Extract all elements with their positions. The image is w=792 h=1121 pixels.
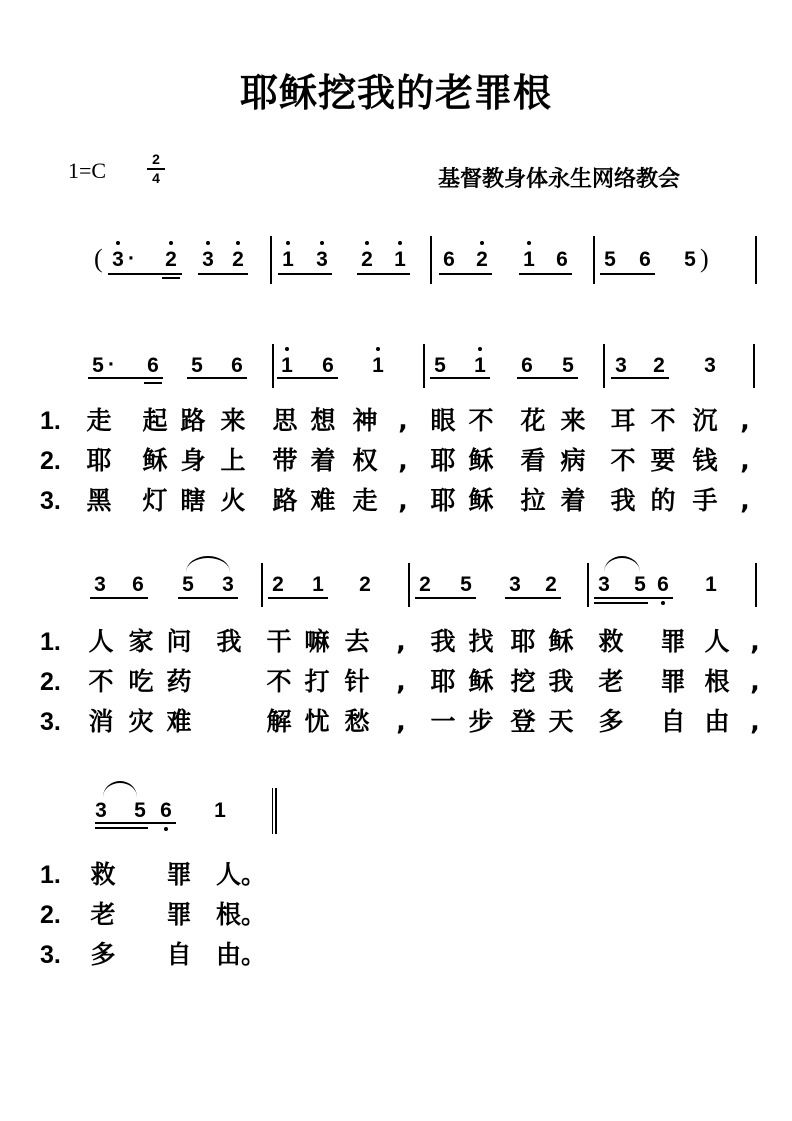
song-title: 耶稣挖我的老罪根 (239, 71, 552, 115)
lyric-syllable: 我 (216, 627, 242, 656)
augmentation-dot: · (128, 247, 135, 270)
lyric-syllable: , (740, 446, 750, 475)
lyric-syllable: 思 (272, 406, 298, 435)
beam-underline (594, 602, 648, 604)
lyric-syllable: 救 (598, 627, 624, 656)
lyric-syllable: 走 (86, 406, 112, 435)
lyric-syllable: , (398, 406, 408, 435)
lyric-line-verse-2 (40, 898, 780, 932)
lyric-syllable: 稣 (468, 667, 494, 696)
barline (753, 344, 755, 388)
lyric-syllable: , (396, 667, 406, 696)
lyric-syllable: 耶 (86, 446, 112, 475)
lyric-syllable: , (750, 707, 760, 736)
note: 1 (368, 355, 388, 377)
lyric-syllable: 罪 (166, 860, 192, 889)
beam-underline (611, 377, 669, 379)
lyric-syllable: 根。 (216, 900, 267, 929)
lyric-syllable: 神 (352, 406, 378, 435)
octave-up-dot (527, 241, 531, 245)
note: 6 (132, 573, 144, 596)
lyric-syllable: 罪 (166, 900, 192, 929)
beam-underline (108, 273, 182, 275)
lyric-line-verse-3 (40, 484, 780, 518)
lyric-syllable: 不 (610, 446, 636, 475)
octave-down-dot (661, 601, 665, 605)
lyric-syllable: , (740, 406, 750, 435)
lyric-syllable: 我 (430, 627, 456, 656)
lyric-syllable: 路 (272, 486, 298, 515)
note: 1 (705, 573, 717, 596)
lyric-syllable: 瞎 (180, 486, 206, 515)
note: 5 (604, 248, 616, 271)
lyric-syllable: 老 (598, 667, 624, 696)
lyric-syllable: 不 (650, 406, 676, 435)
lyric-syllable: 问 (166, 627, 192, 656)
barline (261, 563, 263, 607)
note: 5 (134, 799, 146, 822)
lyric-syllable: 着 (560, 486, 586, 515)
octave-up-dot (286, 241, 290, 245)
lyric-syllable: 火 (220, 486, 246, 515)
note: 3 (95, 799, 107, 822)
note: 3 (704, 354, 716, 377)
lyric-syllable: 病 (560, 446, 586, 475)
lyric-syllable: 由。 (216, 940, 267, 969)
note: 3 (222, 573, 234, 596)
lyric-syllable: , (398, 486, 408, 515)
lyric-syllable: 黑 (86, 486, 112, 515)
verse-number: 2. (40, 668, 61, 696)
beam-underline (600, 273, 655, 275)
lyric-syllable: 眼 (430, 406, 456, 435)
verse-number: 1. (40, 628, 61, 656)
note: 5 (684, 248, 696, 271)
note: 6 (231, 354, 243, 377)
lyric-syllable: 着 (310, 446, 336, 475)
lyric-syllable: 耶 (430, 446, 456, 475)
note: 2 (357, 249, 377, 271)
slur (103, 781, 137, 797)
beam-underline (430, 377, 490, 379)
note: 3 (312, 249, 332, 271)
note: 6 (521, 354, 533, 377)
lyric-line-verse-2 (40, 665, 780, 699)
source-credit: 基督教身体永生网络教会 (438, 167, 681, 192)
lyric-syllable: , (750, 667, 760, 696)
lyric-syllable: 老 (90, 900, 116, 929)
barline (423, 344, 425, 388)
lyric-syllable: 找 (468, 627, 494, 656)
slur (186, 556, 230, 572)
lyric-syllable: 耶 (430, 667, 456, 696)
lyric-syllable: , (398, 446, 408, 475)
beam-underline (278, 273, 332, 275)
beam-underline (95, 822, 176, 824)
lyric-syllable: 人 (704, 627, 730, 656)
verse-number: 2. (40, 901, 61, 929)
lyric-syllable: 由 (704, 707, 730, 736)
note: 1 (278, 249, 298, 271)
lyric-syllable: 登 (510, 707, 536, 736)
time-signature-bottom: 4 (152, 170, 160, 186)
note: 1 (470, 355, 490, 377)
lyric-syllable: 多 (90, 940, 116, 969)
lyric-syllable: 走 (352, 486, 378, 515)
note: 2 (228, 249, 248, 271)
octave-up-dot (285, 347, 289, 351)
beam-underline (277, 377, 338, 379)
barline (755, 563, 757, 607)
lyric-syllable: 挖 (510, 667, 536, 696)
note: 5 (434, 354, 446, 377)
lyric-syllable: 根 (704, 667, 730, 696)
lyric-syllable: 稣 (468, 446, 494, 475)
lyric-syllable: 看 (520, 446, 546, 475)
lyric-syllable: 灾 (128, 707, 154, 736)
beam-underline (198, 273, 248, 275)
note: 2 (161, 249, 181, 271)
lyric-syllable: 花 (520, 406, 546, 435)
octave-up-dot (365, 241, 369, 245)
note: 6 (322, 354, 334, 377)
note: 6 (443, 248, 455, 271)
note: 1 (519, 249, 539, 271)
beam-underline (357, 273, 410, 275)
barline (408, 563, 410, 607)
beam-underline (88, 377, 163, 379)
lyric-syllable: 不 (266, 667, 292, 696)
lyric-syllable: 去 (344, 627, 370, 656)
lyric-syllable: 不 (468, 406, 494, 435)
barline (270, 236, 272, 284)
note: 5 (191, 354, 203, 377)
lyric-syllable: 上 (220, 446, 246, 475)
lyric-line-verse-1 (40, 404, 780, 438)
lyric-syllable: 忧 (304, 707, 330, 736)
verse-number: 3. (40, 708, 61, 736)
verse-number: 2. (40, 447, 61, 475)
lyric-syllable: 灯 (142, 486, 168, 515)
final-barline-thick (275, 788, 277, 834)
note: 2 (272, 573, 284, 596)
octave-up-dot (478, 347, 482, 351)
beam-underline (415, 597, 476, 599)
note: 2 (653, 354, 665, 377)
lyric-syllable: 我 (610, 486, 636, 515)
lyric-line-verse-3 (40, 938, 780, 972)
lyric-syllable: 难 (310, 486, 336, 515)
note: 6 (653, 574, 673, 596)
lyric-syllable: 多 (598, 707, 624, 736)
beam-underline (144, 382, 162, 384)
barline (755, 236, 757, 284)
verse-number: 3. (40, 941, 61, 969)
octave-up-dot (376, 347, 380, 351)
lyric-syllable: 药 (166, 667, 192, 696)
beam-underline (505, 597, 561, 599)
beam-underline (90, 597, 148, 599)
lyric-syllable: 消 (88, 707, 114, 736)
lyric-syllable: , (750, 627, 760, 656)
verse-number: 3. (40, 487, 61, 515)
open-paren: ( (94, 244, 103, 273)
octave-up-dot (206, 241, 210, 245)
verse-number: 1. (40, 861, 61, 889)
note: 5 (182, 573, 194, 596)
key-signature: 1=C (68, 158, 107, 183)
lyric-syllable: 吃 (128, 667, 154, 696)
lyric-syllable: 救 (90, 860, 116, 889)
lyric-syllable: 针 (344, 667, 370, 696)
lyric-syllable: 手 (692, 486, 718, 515)
lyric-line-verse-1 (40, 858, 780, 892)
lyric-syllable: 耶 (510, 627, 536, 656)
time-signature-top: 2 (152, 151, 160, 167)
octave-up-dot (236, 241, 240, 245)
lyric-syllable: 干 (266, 627, 292, 656)
octave-up-dot (169, 241, 173, 245)
lyric-syllable: 身 (180, 446, 206, 475)
lyric-syllable: 权 (352, 446, 378, 475)
verse-number: 1. (40, 407, 61, 435)
note: 6 (556, 248, 568, 271)
lyric-syllable: 要 (650, 446, 676, 475)
note: 3 (615, 354, 627, 377)
lyric-syllable: 带 (272, 446, 298, 475)
time-signature (147, 152, 165, 186)
note: 5 (634, 573, 646, 596)
barline (272, 344, 274, 388)
beam-underline (187, 377, 247, 379)
note: 6 (147, 354, 159, 377)
lyric-line-verse-1 (40, 625, 780, 659)
lyric-syllable: 解 (266, 707, 292, 736)
note: 3 (94, 573, 106, 596)
lyric-syllable: 的 (650, 486, 676, 515)
beam-underline (162, 277, 180, 279)
lyric-syllable: 罪 (660, 627, 686, 656)
lyric-syllable: 稣 (468, 486, 494, 515)
lyric-syllable: 不 (88, 667, 114, 696)
beam-underline (519, 273, 572, 275)
note: 1 (214, 799, 226, 822)
lyric-line-verse-2 (40, 444, 780, 478)
note: 6 (156, 800, 176, 822)
beam-underline (268, 597, 328, 599)
note: 1 (277, 355, 297, 377)
slur (604, 556, 640, 572)
note: 3 (509, 573, 521, 596)
lyric-syllable: 自 (166, 940, 192, 969)
beam-underline (517, 377, 578, 379)
note: 5 (460, 573, 472, 596)
lyric-syllable: 难 (166, 707, 192, 736)
lyric-syllable: 人。 (216, 860, 267, 889)
lyric-syllable: 嘛 (304, 627, 330, 656)
lyric-syllable: , (396, 627, 406, 656)
lyric-syllable: 想 (310, 406, 336, 435)
octave-down-dot (164, 827, 168, 831)
note: 3 (108, 249, 128, 271)
beam-underline (594, 597, 673, 599)
beam-underline (439, 273, 492, 275)
note: 2 (545, 573, 557, 596)
lyric-syllable: 钱 (692, 446, 718, 475)
final-barline-thin (272, 788, 273, 834)
note: 2 (419, 573, 431, 596)
lyric-syllable: 耶 (430, 486, 456, 515)
lyric-syllable: 稣 (142, 446, 168, 475)
lyric-syllable: , (396, 707, 406, 736)
octave-up-dot (116, 241, 120, 245)
lyric-syllable: 起 (142, 406, 168, 435)
lyric-syllable: 打 (304, 667, 330, 696)
note: 6 (639, 248, 651, 271)
note: 1 (312, 573, 324, 596)
lyric-syllable: 沉 (692, 406, 718, 435)
lyric-syllable: 来 (220, 406, 246, 435)
octave-up-dot (480, 241, 484, 245)
note: 5 (92, 354, 104, 377)
lyric-syllable: 稣 (548, 627, 574, 656)
octave-up-dot (398, 241, 402, 245)
barline (593, 236, 595, 284)
lyric-syllable: 愁 (344, 707, 370, 736)
lyric-syllable: 耳 (610, 406, 636, 435)
lyric-syllable: 自 (660, 707, 686, 736)
lyric-syllable: 人 (88, 627, 114, 656)
note: 2 (472, 249, 492, 271)
lyric-syllable: 步 (468, 707, 494, 736)
barline (587, 563, 589, 607)
octave-up-dot (320, 241, 324, 245)
lyric-syllable: 一 (430, 707, 456, 736)
note: 3 (198, 249, 218, 271)
beam-underline (178, 597, 238, 599)
lyric-syllable: , (740, 486, 750, 515)
lyric-line-verse-3 (40, 705, 780, 739)
lyric-syllable: 路 (180, 406, 206, 435)
lyric-syllable: 来 (560, 406, 586, 435)
lyric-syllable: 家 (128, 627, 154, 656)
close-paren: ) (700, 244, 709, 273)
lyric-syllable: 我 (548, 667, 574, 696)
note: 1 (390, 249, 410, 271)
beam-underline (95, 827, 148, 829)
note: 2 (359, 573, 371, 596)
barline (430, 236, 432, 284)
note: 3 (598, 573, 610, 596)
barline (603, 344, 605, 388)
lyric-syllable: 罪 (660, 667, 686, 696)
note: 5 (562, 354, 574, 377)
augmentation-dot: · (108, 353, 115, 376)
lyric-syllable: 天 (548, 707, 574, 736)
lyric-syllable: 拉 (520, 486, 546, 515)
